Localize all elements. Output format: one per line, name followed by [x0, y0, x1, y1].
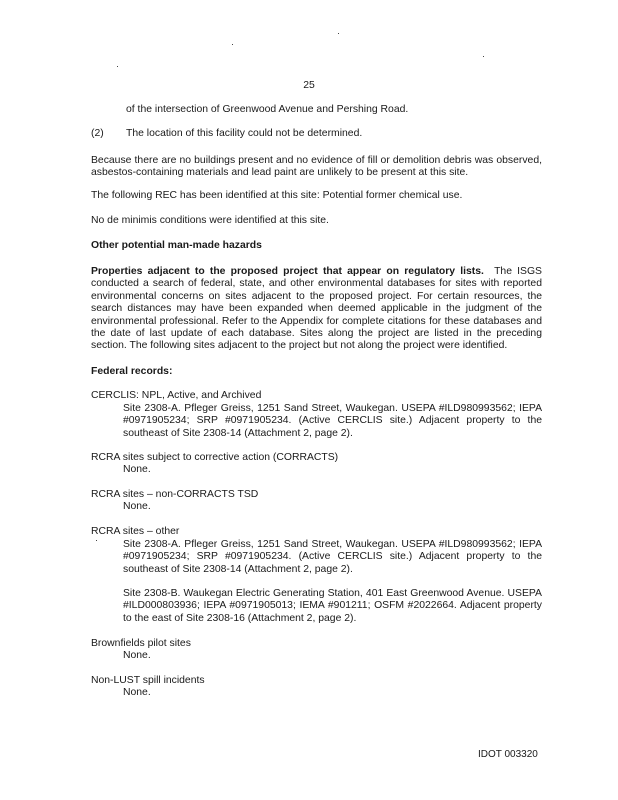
list-item-text: The location of this facility could not be determined.	[126, 128, 363, 139]
list-item-number: (2)	[91, 128, 104, 139]
scan-speck	[338, 33, 339, 34]
record-heading-non-lust: Non-LUST spill incidents	[91, 675, 205, 686]
record-entry-none: None.	[123, 501, 151, 512]
scan-speck	[232, 44, 233, 45]
record-heading-rcra-corracts: RCRA sites subject to corrective action (CORRACTS)	[91, 452, 339, 463]
regulatory-lead: Properties adjacent to the proposed project that appear on regulatory lists.	[91, 266, 484, 277]
record-entry-pfleger-greiss: Site 2308-A. Pfleger Greiss, 1251 Sand Street, Waukegan. USEPA #ILD980993562; IEPA #0971905234; SRP #0971905234. (Active CERCLIS site.) Adjacent property to the southeast of Site 2308-14 (Attachment 2, page 2).	[123, 539, 542, 575]
bates-stamp: IDOT 003320	[478, 749, 538, 760]
scan-speck	[483, 56, 484, 57]
section-heading-hazards: Other potential man-made hazards	[91, 240, 262, 251]
record-entry-none: None.	[123, 464, 151, 475]
scan-speck	[96, 540, 97, 541]
record-heading-rcra-other: RCRA sites – other	[91, 526, 180, 537]
paragraph-rec: The following REC has been identified at this site: Potential former chemical use.	[91, 190, 463, 201]
paragraph-building-materials: Because there are no buildings present and no evidence of fill or demolition debris was observed, asbestos-containing materials and lead paint are unlikely to be present at this site.	[91, 155, 542, 179]
scan-speck	[117, 66, 118, 67]
record-entry-waukegan-station: Site 2308-B. Waukegan Electric Generating Station, 401 East Greenwood Avenue. USEPA #ILD000803936; IEPA #0971905013; IEMA #901211; OSFM #2022664. Adjacent property to the east of Site 2308-16 (Attachment 2, page 2).	[123, 588, 542, 624]
record-entry-none: None.	[123, 650, 151, 661]
record-entry-pfleger-greiss: Site 2308-A. Pfleger Greiss, 1251 Sand Street, Waukegan. USEPA #ILD980993562; IEPA #0971905234; SRP #0971905234. (Active CERCLIS site.) Adjacent property to the southeast of Site 2308-14 (Attachment 2, page 2).	[123, 403, 542, 439]
record-heading-rcra-tsd: RCRA sites – non-CORRACTS TSD	[91, 489, 259, 500]
record-heading-cerclis: CERCLIS: NPL, Active, and Archived	[91, 390, 262, 401]
record-heading-brownfields: Brownfields pilot sites	[91, 638, 191, 649]
record-entry-none: None.	[123, 687, 151, 698]
section-heading-federal: Federal records:	[91, 366, 173, 377]
intro-continuation: of the intersection of Greenwood Avenue and Pershing Road.	[126, 104, 409, 115]
regulatory-text: The ISGS conducted a search of federal, state, and other environmental databases for sites with reported environmental concerns on sites adjacent to the proposed project. For certain resources, the search distances may have been expanded when deemed applicable in the judgment of the environmental professional. Refer to the Appendix for complete citations for these databases and the date of last update of each database. Sites along the project are listed in the preceding section. The following sites adjacent to the project but not along the project were identified.	[91, 266, 542, 352]
page-number: 25	[303, 80, 315, 91]
paragraph-de-minimis: No de minimis conditions were identified at this site.	[91, 215, 329, 226]
paragraph-regulatory-lists	[91, 266, 542, 353]
